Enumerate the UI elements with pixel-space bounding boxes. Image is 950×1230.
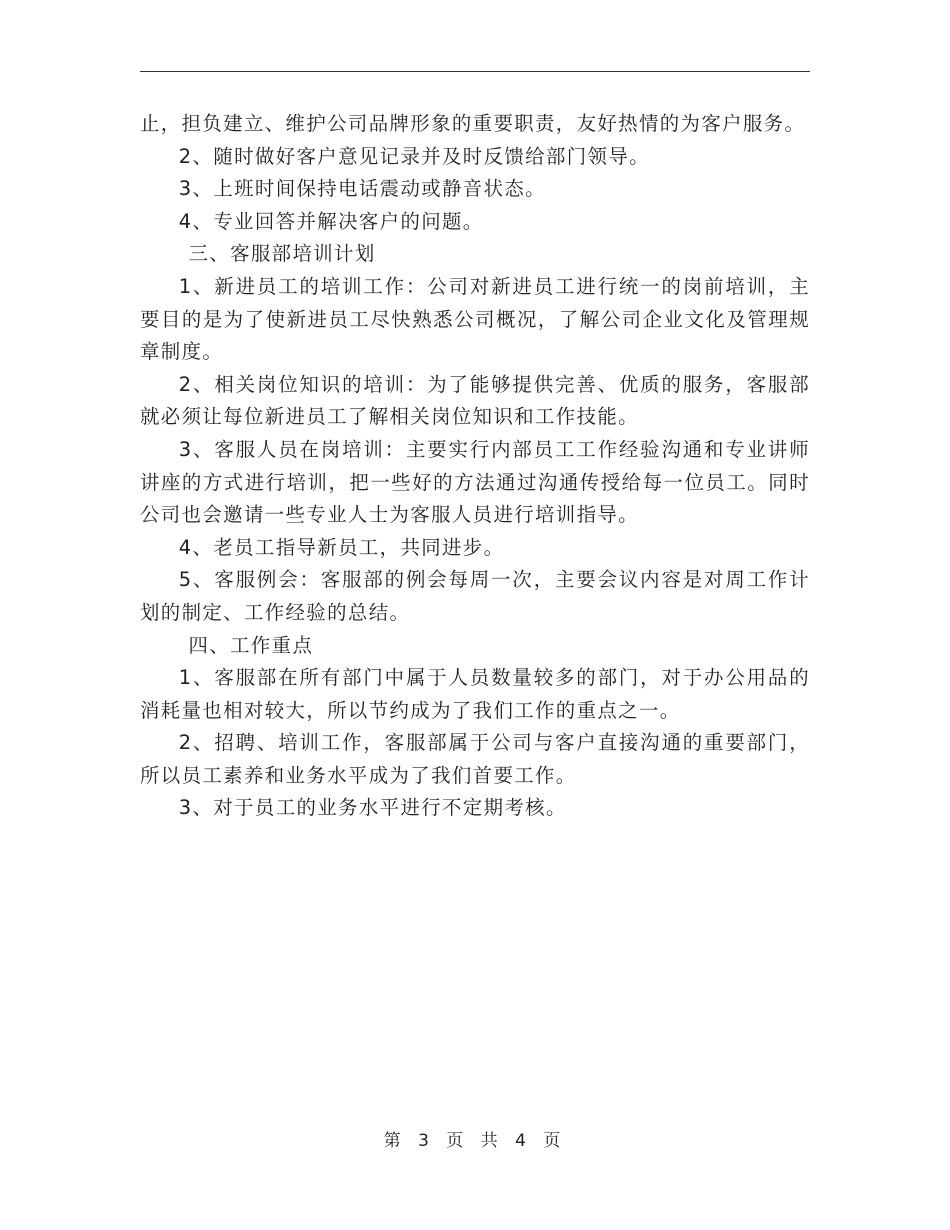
- paragraph: 止，担负建立、维护公司品牌形象的重要职责，友好热情的为客户服务。: [140, 112, 806, 135]
- paragraph: 3、上班时间保持电话震动或静音状态。: [178, 177, 546, 201]
- paragraph: 1、客服部在所有部门中属于人员数量较多的部门，对于办公用品的消耗量也相对较大，所以节约成为了我们工作的重点之一。: [140, 666, 810, 722]
- paragraph: 4、老员工指导新员工，共同进步。: [178, 535, 505, 559]
- document-body: [140, 108, 810, 825]
- section-heading: 三、客服部培训计划: [188, 242, 376, 266]
- paragraph: 2、招聘、培训工作，客服部属于公司与客户直接沟通的重要部门，所以员工素养和业务水平成为了我们首要工作。: [140, 731, 810, 787]
- paragraph: 2、相关岗位知识的培训：为了能够提供完善、优质的服务，客服部就必须让每位新进员工了解相关岗位知识和工作技能。: [140, 372, 810, 429]
- page-number-footer: 第 3 页 共 4 页: [383, 1131, 567, 1151]
- paragraph: 4、专业回答并解决客户的问题。: [178, 209, 484, 233]
- section-heading: 四、工作重点: [188, 633, 314, 657]
- paragraph: 1、新进员工的培训工作：公司对新进员工进行统一的岗前培训，主要目的是为了使新进员工尽快熟悉公司概况，了解公司企业文化及管理规章制度。: [140, 274, 810, 364]
- paragraph: 3、对于员工的业务水平进行不定期考核。: [178, 796, 567, 820]
- paragraph: 3、客服人员在岗培训：主要实行内部员工工作经验沟通和专业讲师讲座的方式进行培训，把一些好的方法通过沟通传授给每一位员工。同时公司也会邀请一些专业人士为客服人员进行培训指导。: [140, 437, 810, 527]
- header-rule: [140, 71, 810, 72]
- paragraph: 5、客服例会：客服部的例会每周一次，主要会议内容是对周工作计划的制定、工作经验的总结。: [140, 568, 810, 624]
- paragraph: 2、随时做好客户意见记录并及时反馈给部门领导。: [178, 144, 650, 168]
